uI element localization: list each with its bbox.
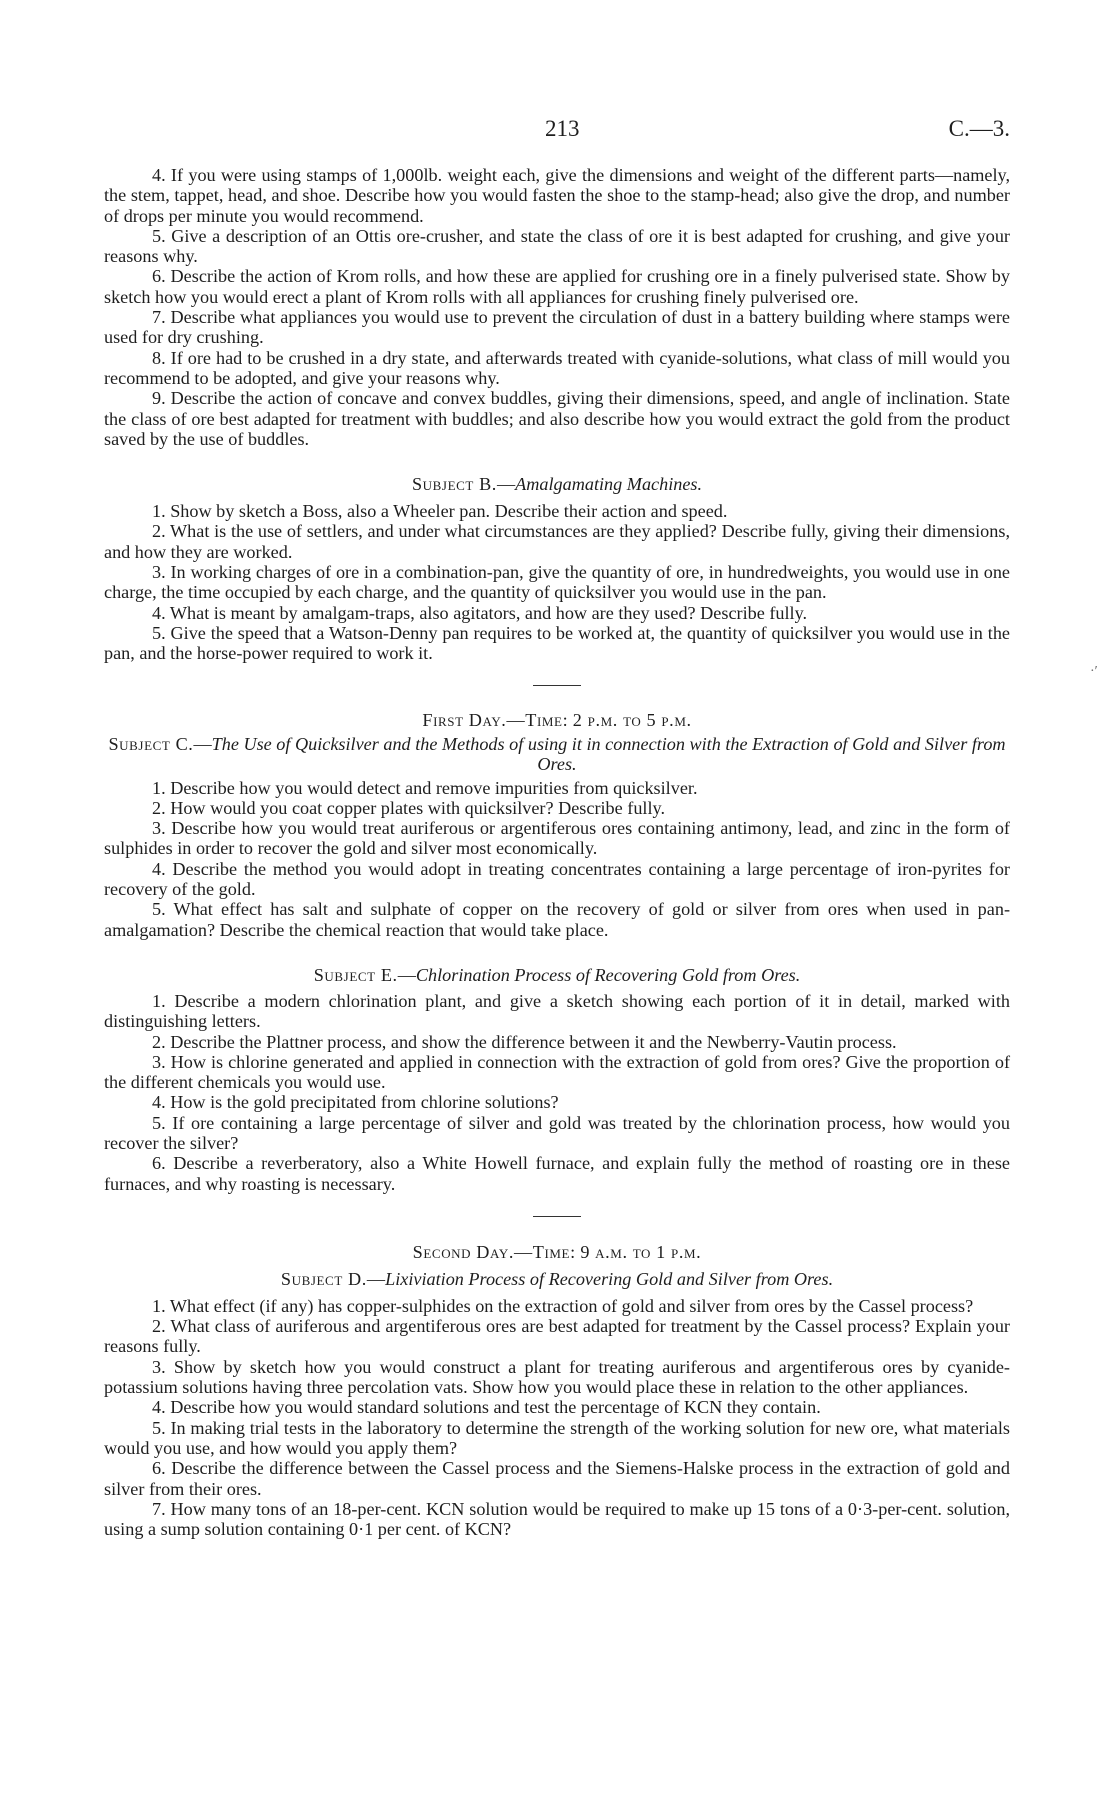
question: 4. Describe the method you would adopt in treating concentrates containing a large percentage of iron-pyrites for recovery of the gold. [104, 858, 1010, 900]
subject-d-heading: Subject D.—Lixiviation Process of Recovering Gold and Silver from Ores. [280, 1268, 834, 1289]
page-number: 213 [545, 116, 580, 141]
margin-mark: ·′ [1090, 664, 1098, 679]
page-header [0, 116, 1114, 146]
subject-b-heading: Subject B.—Amalgamating Machines. [411, 474, 703, 495]
question: 3. Describe how you would treat auriferous or argentiferous ores containing antimony, lead, and zinc in the form of sulphides in order to recover the gold and silver most economically. [104, 818, 1010, 859]
question: 7. How many tons of an 18-per-cent. KCN solution would be required to make up 15 tons of a 0·3-per-cent. solution, using a sump solution containing 0·1 per cent. of KCN? [104, 1498, 1010, 1540]
day-label: First Day.—Time: [422, 709, 569, 730]
question: 3. In working charges of ore in a combination-pan, give the quantity of ore, in hundredweights, you would use in one charge, the time occupied by each charge, and the quantity of quicksilver you would use in the pan. [104, 562, 1010, 603]
subject-e-questions [104, 991, 1010, 1194]
question: 4. Describe how you would standard solutions and test the percentage of KCN they contain. [152, 1397, 821, 1418]
question: 1. Describe how you would detect and remove impurities from quicksilver. [152, 777, 698, 798]
subject-a-questions [104, 165, 1010, 449]
question: 4. If you were using stamps of 1,000lb. weight each, give the dimensions and weight of the different parts—namely, the stem, tappet, head, and shoe. Describe how you would fasten the shoe to the stamp-head; also give the drop, and number of drops per minute you would recommend. [104, 165, 1010, 226]
section-divider [533, 1216, 581, 1217]
subject-title: The Use of Quicksilver and the Methods of using it in connection with the Extraction of Gold and Silver from Ores. [211, 733, 1006, 775]
question: 1. Show by sketch a Boss, also a Wheeler pan. Describe their action and speed. [152, 501, 728, 522]
question: 5. If ore containing a large percentage of silver and gold was treated by the chlorination process, how would you recover the silver? [104, 1112, 1010, 1153]
question: 6. Describe the difference between the Cassel process and the Siemens-Halske process in the extraction of gold and silver from their ores. [104, 1458, 1010, 1499]
subject-b-questions [104, 501, 1010, 663]
question: 1. What effect (if any) has copper-sulphides on the extraction of gold and silver from ores by the Cassel process? [152, 1295, 974, 1316]
question: 2. What class of auriferous and argentiferous ores are best adapted for treatment by the Cassel process? Explain your reasons fully. [104, 1316, 1010, 1357]
question: 2. What is the use of settlers, and under what circumstances are they applied? Describe fully, giving their dimensions, and how they are worked. [104, 521, 1010, 562]
question: 8. If ore had to be crushed in a dry state, and afterwards treated with cyanide-solutions, what class of mill would you recommend to be adopted, and give your reasons why. [104, 347, 1010, 388]
subject-label: Subject D. [280, 1268, 367, 1289]
question: 5. What effect has salt and sulphate of copper on the recovery of gold or silver from ores when used in pan-amalgamation? Describe the chemical reaction that would take place. [104, 899, 1010, 940]
day-label: Second Day.—Time: [412, 1241, 576, 1262]
subject-label: Subject C. [108, 733, 194, 754]
question: 5. Give a description of an Ottis ore-crusher, and state the class of ore it is best adapted for crushing, and give your reasons why. [104, 225, 1010, 267]
subject-title: Chlorination Process of Recovering Gold from Ores. [415, 964, 801, 985]
subject-e-heading: Subject E.—Chlorination Process of Recovering Gold from Ores. [313, 964, 801, 985]
second-day-heading [104, 1242, 1010, 1263]
question: 4. What is meant by amalgam-traps, also agitators, and how are they used? Describe fully. [152, 602, 808, 623]
subject-title: Amalgamating Machines. [515, 474, 703, 495]
section-divider [533, 685, 581, 686]
question: 9. Describe the action of concave and convex buddles, giving their dimensions, speed, and angle of inclination. State the class of ore best adapted for treatment with buddles; and also describe how you would extract the gold from the product saved by the use of buddles. [104, 388, 1010, 449]
question: 5. In making trial tests in the laboratory to determine the strength of the working solution for new ore, what materials would you use, and how would you apply them? [104, 1417, 1010, 1458]
question: 7. Describe what appliances you would use to prevent the circulation of dust in a battery building where stamps were used for dry crushing. [104, 307, 1010, 348]
subject-c-questions [104, 778, 1010, 940]
question: 4. How is the gold precipitated from chlorine solutions? [152, 1092, 559, 1113]
page-content [104, 165, 1010, 1539]
question: 3. How is chlorine generated and applied in connection with the extraction of gold from ores? Give the proportion of the different chemicals you would use. [104, 1051, 1010, 1093]
question: 2. How would you coat copper plates with quicksilver? Describe fully. [152, 797, 665, 818]
question: 3. Show by sketch how you would construct a plant for treating auriferous and argentiferous ores by cyanide-potassium solutions having three percolation vats. Show how you would place these in relation to the other appliances. [104, 1356, 1010, 1398]
day-time: 2 p.m. to 5 p.m. [572, 709, 692, 730]
question: 6. Describe a reverberatory, also a White Howell furnace, and explain fully the method of roasting ore in these furnaces, and why roasting is necessary. [104, 1153, 1010, 1194]
question: 5. Give the speed that a Watson-Denny pan requires to be worked at, the quantity of quicksilver you would use in the pan, and the horse-power required to work it. [104, 622, 1010, 664]
document-reference: C.—3. [948, 116, 1010, 141]
question: 1. Describe a modern chlorination plant, and give a sketch showing each portion of it in detail, marked with distinguishing letters. [104, 990, 1010, 1032]
subject-label: Subject B. [411, 474, 497, 495]
question: 6. Describe the action of Krom rolls, and how these are applied for crushing ore in a finely pulverised state. Show by sketch how you would erect a plant of Krom rolls with all appliances for crushing finely pulverised ore. [104, 266, 1010, 307]
subject-d-questions [104, 1296, 1010, 1540]
subject-c-heading: Subject C.—The Use of Quicksilver and the Methods of using it in connection with the Extraction of Gold and Silver from Ores. [108, 733, 1006, 775]
subject-label: Subject E. [313, 964, 398, 985]
first-day-heading [104, 710, 1010, 731]
question: 2. Describe the Plattner process, and show the difference between it and the Newberry-Vautin process. [152, 1031, 897, 1052]
subject-title: Lixiviation Process of Recovering Gold and Silver from Ores. [385, 1268, 834, 1289]
day-time: 9 a.m. to 1 p.m. [580, 1241, 702, 1262]
